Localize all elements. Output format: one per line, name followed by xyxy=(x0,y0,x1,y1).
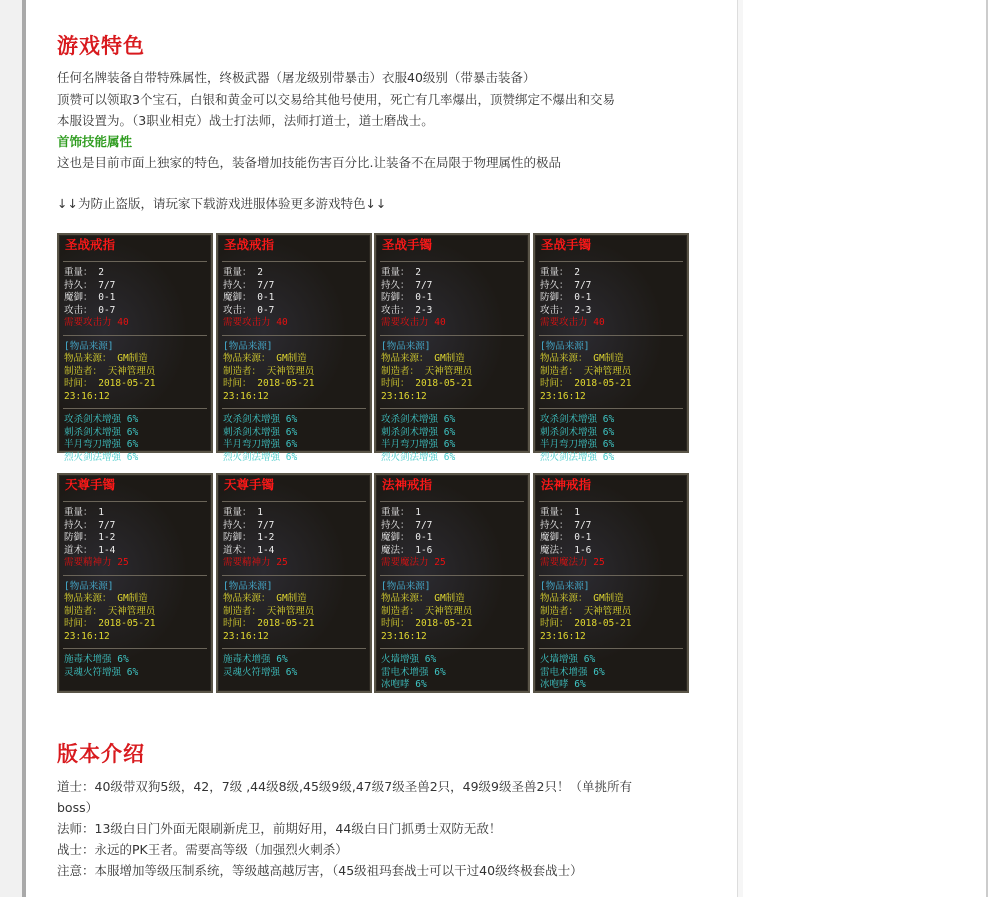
source-header: [物品来源] xyxy=(381,580,431,592)
item-name: 圣战手镯 xyxy=(382,237,433,252)
skill-bonus: 雷电术增强 6% xyxy=(381,666,446,678)
item-stat: 持久： 7/7 xyxy=(381,279,433,291)
skill-bonus: 冰咆哮 6% xyxy=(540,679,586,690)
skill-bonus: 刺杀剑术增强 6% xyxy=(64,426,139,438)
item-requirement: 需要攻击力 40 xyxy=(540,317,605,328)
divider xyxy=(222,575,366,576)
divider xyxy=(380,261,524,262)
skill-bonus: 灵魂火符增强 6% xyxy=(64,666,139,678)
item-stat: 魔御： 0-1 xyxy=(223,292,275,303)
divider xyxy=(380,501,524,502)
item-maker: 制造者： 天神管理员 xyxy=(64,605,156,617)
skill-bonus: 烈火剑法增强 6% xyxy=(381,451,456,463)
item-stat: 魔法： 1-6 xyxy=(381,544,433,556)
item-stat: 重量： 2 xyxy=(64,267,104,278)
divider xyxy=(380,575,524,576)
skill-bonus: 刺杀剑术增强 6% xyxy=(381,426,456,438)
item-source: 物品来源： GM制造 xyxy=(381,593,465,604)
item-stat: 魔御： 0-1 xyxy=(64,292,116,303)
item-maker: 制造者： 天神管理员 xyxy=(381,605,473,617)
item-maker: 制造者： 天神管理员 xyxy=(223,605,315,617)
item-name: 法神戒指 xyxy=(382,477,433,492)
item-stat: 魔御： 0-1 xyxy=(540,532,592,543)
version-line: 战士：永远的PK王者。需要高等级（加强烈火刺杀） xyxy=(57,842,348,857)
features-line: 任何名牌装备自带特殊属性，终极武器（屠龙级别带暴击）衣服40级别（带暴击装备） xyxy=(57,70,536,85)
item-stat: 魔御： 0-1 xyxy=(381,532,433,543)
divider xyxy=(63,335,207,336)
item-requirement: 需要精神力 25 xyxy=(64,557,129,568)
skill-bonus: 施毒术增强 6% xyxy=(223,654,288,665)
item-stat: 重量： 1 xyxy=(64,507,104,518)
divider xyxy=(539,408,683,409)
divider xyxy=(222,261,366,262)
item-stat: 持久： 7/7 xyxy=(223,519,275,531)
source-header: [物品来源] xyxy=(64,340,114,352)
item-tooltip-card xyxy=(57,233,213,463)
item-stat: 持久： 7/7 xyxy=(540,279,592,291)
divider xyxy=(222,408,366,409)
item-time: 时间： 2018-05-21 23:16:12 xyxy=(223,618,315,642)
item-time: 时间： 2018-05-21 23:16:12 xyxy=(381,618,473,642)
source-header: [物品来源] xyxy=(381,340,431,352)
item-requirement: 需要攻击力 40 xyxy=(381,317,446,328)
item-requirement: 需要攻击力 40 xyxy=(223,317,288,328)
skill-bonus: 烈火剑法增强 6% xyxy=(540,451,615,463)
item-source: 物品来源： GM制造 xyxy=(223,353,307,364)
item-name: 圣战手镯 xyxy=(541,237,592,252)
item-time: 时间： 2018-05-21 23:16:12 xyxy=(64,618,156,642)
item-source: 物品来源： GM制造 xyxy=(540,353,624,364)
item-stat: 防御： 1-2 xyxy=(64,532,116,543)
divider xyxy=(380,648,524,649)
divider xyxy=(63,408,207,409)
item-stat: 持久： 7/7 xyxy=(540,519,592,531)
skill-bonus: 灵魂火符增强 6% xyxy=(223,666,298,678)
divider xyxy=(380,335,524,336)
left-gutter xyxy=(0,0,22,897)
divider xyxy=(63,501,207,502)
skill-bonus: 施毒术增强 6% xyxy=(64,654,129,665)
source-header: [物品来源] xyxy=(540,580,590,592)
item-time: 时间： 2018-05-21 23:16:12 xyxy=(223,378,315,402)
item-time: 时间： 2018-05-21 23:16:12 xyxy=(540,618,632,642)
item-stat: 持久： 7/7 xyxy=(64,279,116,291)
item-stat: 防御： 0-1 xyxy=(381,292,433,303)
item-stat: 道术： 1-4 xyxy=(64,544,116,556)
item-stat: 重量： 2 xyxy=(223,267,263,278)
item-time: 时间： 2018-05-21 23:16:12 xyxy=(381,378,473,402)
item-maker: 制造者： 天神管理员 xyxy=(540,365,632,377)
item-maker: 制造者： 天神管理员 xyxy=(223,365,315,377)
item-stat: 防御： 1-2 xyxy=(223,532,275,543)
item-tooltip-card xyxy=(216,473,372,693)
item-requirement: 需要攻击力 40 xyxy=(64,317,129,328)
features-line: 本服设置为。（3职业相克）战士打法师，法师打道士，道士磨战士。 xyxy=(57,113,434,128)
anti-piracy-notice: ↓↓为防止盗版，请玩家下载游戏进服体验更多游戏特色↓↓ xyxy=(57,196,387,211)
divider xyxy=(539,575,683,576)
skill-bonus: 半月弯刀增强 6% xyxy=(64,439,139,450)
item-stat: 持久： 7/7 xyxy=(64,519,116,531)
source-header: [物品来源] xyxy=(223,340,273,352)
divider xyxy=(539,261,683,262)
skill-bonus: 攻杀剑术增强 6% xyxy=(381,414,456,425)
item-requirement: 需要精神力 25 xyxy=(223,557,288,568)
skill-bonus: 火墙增强 6% xyxy=(381,654,437,665)
item-stat: 重量： 2 xyxy=(381,267,421,278)
version-line: boss） xyxy=(57,800,99,815)
item-maker: 制造者： 天神管理员 xyxy=(540,605,632,617)
divider xyxy=(222,648,366,649)
version-line: 注意：本服增加等级压制系统，等级越高越厉害，（45级祖玛套战士可以干过40级终极套战士） xyxy=(57,863,583,878)
item-source: 物品来源： GM制造 xyxy=(381,353,465,364)
features-heading: 游戏特色 xyxy=(57,34,145,58)
item-requirement: 需要魔法力 25 xyxy=(381,557,446,568)
item-stat: 攻击： 0-7 xyxy=(223,304,275,316)
skill-bonus: 刺杀剑术增强 6% xyxy=(540,426,615,438)
skill-bonus: 火墙增强 6% xyxy=(540,654,596,665)
skill-bonus: 攻杀剑术增强 6% xyxy=(540,414,615,425)
item-requirement: 需要魔法力 25 xyxy=(540,557,605,568)
skill-bonus: 半月弯刀增强 6% xyxy=(223,439,298,450)
divider xyxy=(380,408,524,409)
item-stat: 魔法： 1-6 xyxy=(540,544,592,556)
skill-bonus: 攻杀剑术增强 6% xyxy=(223,414,298,425)
item-stat: 重量： 1 xyxy=(223,507,263,518)
item-stat: 重量： 1 xyxy=(540,507,580,518)
item-time: 时间： 2018-05-21 23:16:12 xyxy=(540,378,632,402)
skill-bonus: 雷电术增强 6% xyxy=(540,666,605,678)
item-source: 物品来源： GM制造 xyxy=(540,593,624,604)
item-stat: 道术： 1-4 xyxy=(223,544,275,556)
item-stat: 重量： 2 xyxy=(540,267,580,278)
divider xyxy=(222,335,366,336)
item-tooltip-card xyxy=(374,473,530,693)
source-header: [物品来源] xyxy=(223,580,273,592)
source-header: [物品来源] xyxy=(64,580,114,592)
item-stat: 攻击： 2-3 xyxy=(381,304,433,316)
right-sidebar-edge xyxy=(738,0,743,897)
skill-bonus: 烈火剑法增强 6% xyxy=(64,451,139,463)
version-line: 道士：40级带双狗5级，42，7级 ,44级8级,45级9级,47级7级圣兽2只，49级9级圣兽2只！（单挑所有 xyxy=(57,779,632,794)
item-tooltip-card xyxy=(533,233,689,463)
skill-bonus: 烈火剑法增强 6% xyxy=(223,451,298,463)
features-description: 这也是目前市面上独家的特色，装备增加技能伤害百分比.让装备不在局限于物理属性的极品 xyxy=(57,155,561,170)
item-tooltip-card xyxy=(533,473,689,693)
item-tooltip-card xyxy=(374,233,530,463)
skill-bonus: 半月弯刀增强 6% xyxy=(381,439,456,450)
divider xyxy=(63,261,207,262)
version-heading: 版本介绍 xyxy=(57,742,145,766)
item-stat: 持久： 7/7 xyxy=(381,519,433,531)
divider xyxy=(222,501,366,502)
item-tooltip-card xyxy=(57,473,213,693)
features-line: 顶赞可以领取3个宝石，白银和黄金可以交易给其他号使用，死亡有几率爆出，顶赞绑定不爆出和交易 xyxy=(57,92,615,107)
features-subheading: 首饰技能属性 xyxy=(57,134,133,149)
item-source: 物品来源： GM制造 xyxy=(64,593,148,604)
skill-bonus: 攻杀剑术增强 6% xyxy=(64,414,139,425)
divider xyxy=(539,335,683,336)
item-tooltip-card xyxy=(216,233,372,463)
divider xyxy=(63,648,207,649)
item-stat: 持久： 7/7 xyxy=(223,279,275,291)
item-name: 天尊手镯 xyxy=(224,477,275,492)
item-time: 时间： 2018-05-21 23:16:12 xyxy=(64,378,156,402)
divider xyxy=(539,648,683,649)
item-stat: 重量： 1 xyxy=(381,507,421,518)
item-source: 物品来源： GM制造 xyxy=(223,593,307,604)
item-source: 物品来源： GM制造 xyxy=(64,353,148,364)
item-name: 圣战戒指 xyxy=(224,237,275,252)
item-maker: 制造者： 天神管理员 xyxy=(381,365,473,377)
skill-bonus: 刺杀剑术增强 6% xyxy=(223,426,298,438)
skill-bonus: 半月弯刀增强 6% xyxy=(540,439,615,450)
skill-bonus: 冰咆哮 6% xyxy=(381,679,427,690)
item-stat: 攻击： 0-7 xyxy=(64,304,116,316)
divider xyxy=(63,575,207,576)
divider xyxy=(539,501,683,502)
left-border xyxy=(22,0,26,897)
item-name: 法神戒指 xyxy=(541,477,592,492)
item-stat: 攻击： 2-3 xyxy=(540,304,592,316)
item-maker: 制造者： 天神管理员 xyxy=(64,365,156,377)
item-stat: 防御： 0-1 xyxy=(540,292,592,303)
source-header: [物品来源] xyxy=(540,340,590,352)
item-name: 天尊手镯 xyxy=(65,477,116,492)
version-line: 法师：13级白日门外面无限刷新虎卫，前期好用，44级白日门抓勇士双防无敌！ xyxy=(57,821,502,836)
item-name: 圣战戒指 xyxy=(65,237,116,252)
